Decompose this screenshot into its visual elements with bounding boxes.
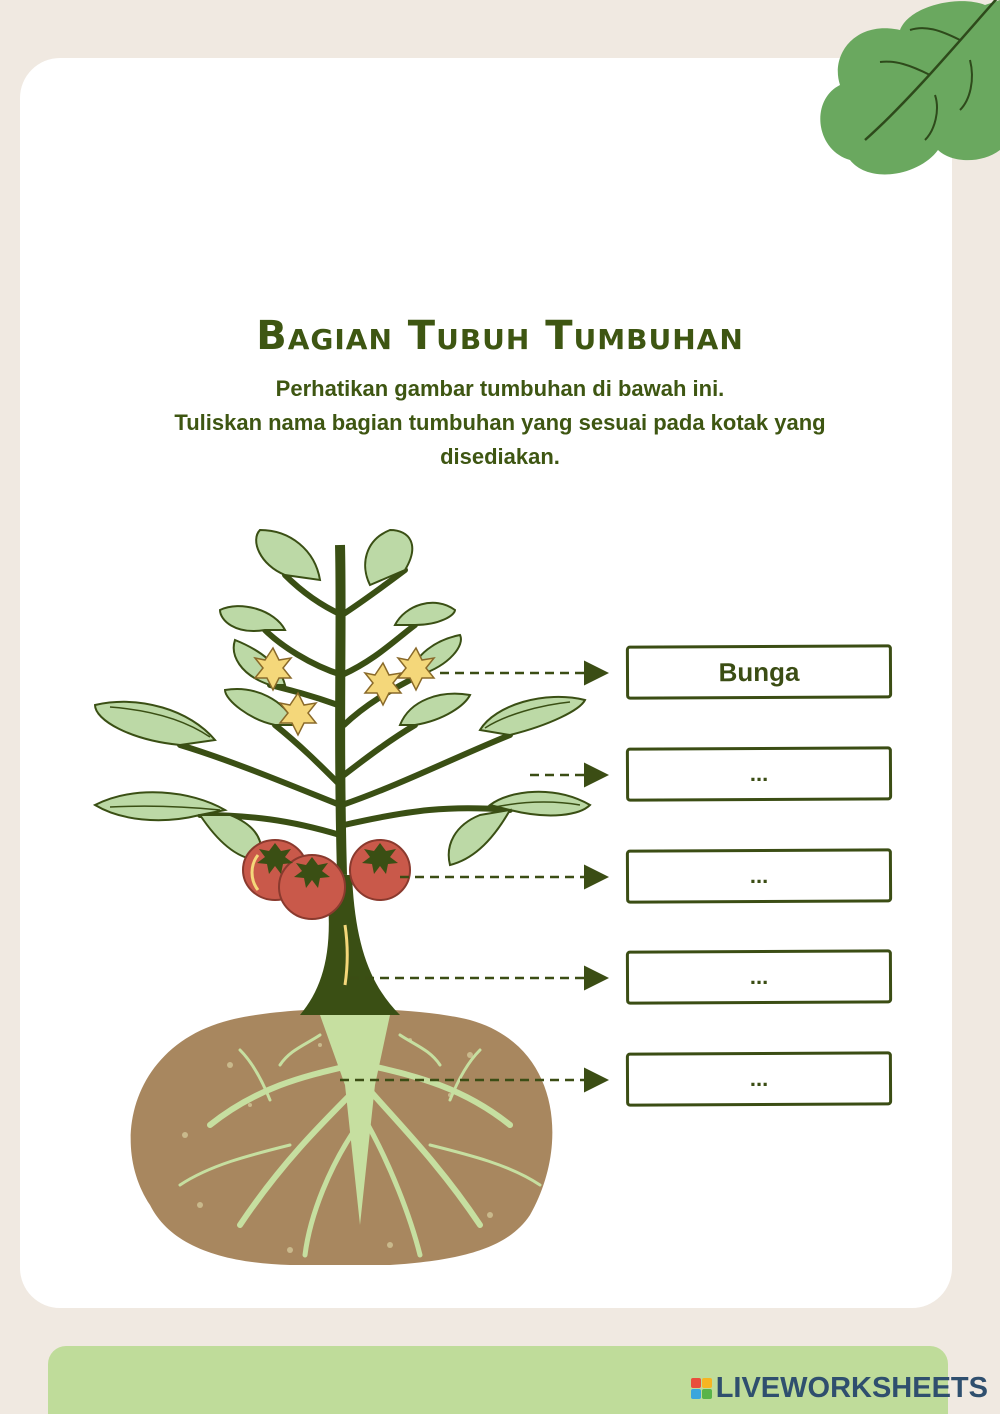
page-title: Bagian Tubuh Tumbuhan <box>256 313 744 359</box>
answer-box-leaf[interactable]: ... <box>626 746 892 801</box>
answer-box-fruit[interactable]: ... <box>626 848 892 903</box>
stem <box>300 545 400 1015</box>
instruction-line-1: Perhatikan gambar tumbuhan di bawah ini. <box>275 376 725 401</box>
corner-leaf-decoration <box>810 0 1000 180</box>
instruction-line-3: disediakan. <box>440 444 560 469</box>
tomatoes <box>243 840 410 919</box>
answer-box-flower[interactable]: Bunga <box>626 644 892 699</box>
brand-name: LIVEWORKSHEETS <box>715 1372 988 1404</box>
brand-logo[interactable] <box>691 1372 988 1405</box>
answer-box-root[interactable]: ... <box>626 1051 892 1106</box>
liveworksheets-logo-icon <box>691 1378 712 1399</box>
answer-box-stem[interactable]: ... <box>626 949 892 1004</box>
instruction-line-2: Tuliskan nama bagian tumbuhan yang sesuai pada kotak yang <box>174 410 826 435</box>
plant-illustration <box>90 525 610 1285</box>
